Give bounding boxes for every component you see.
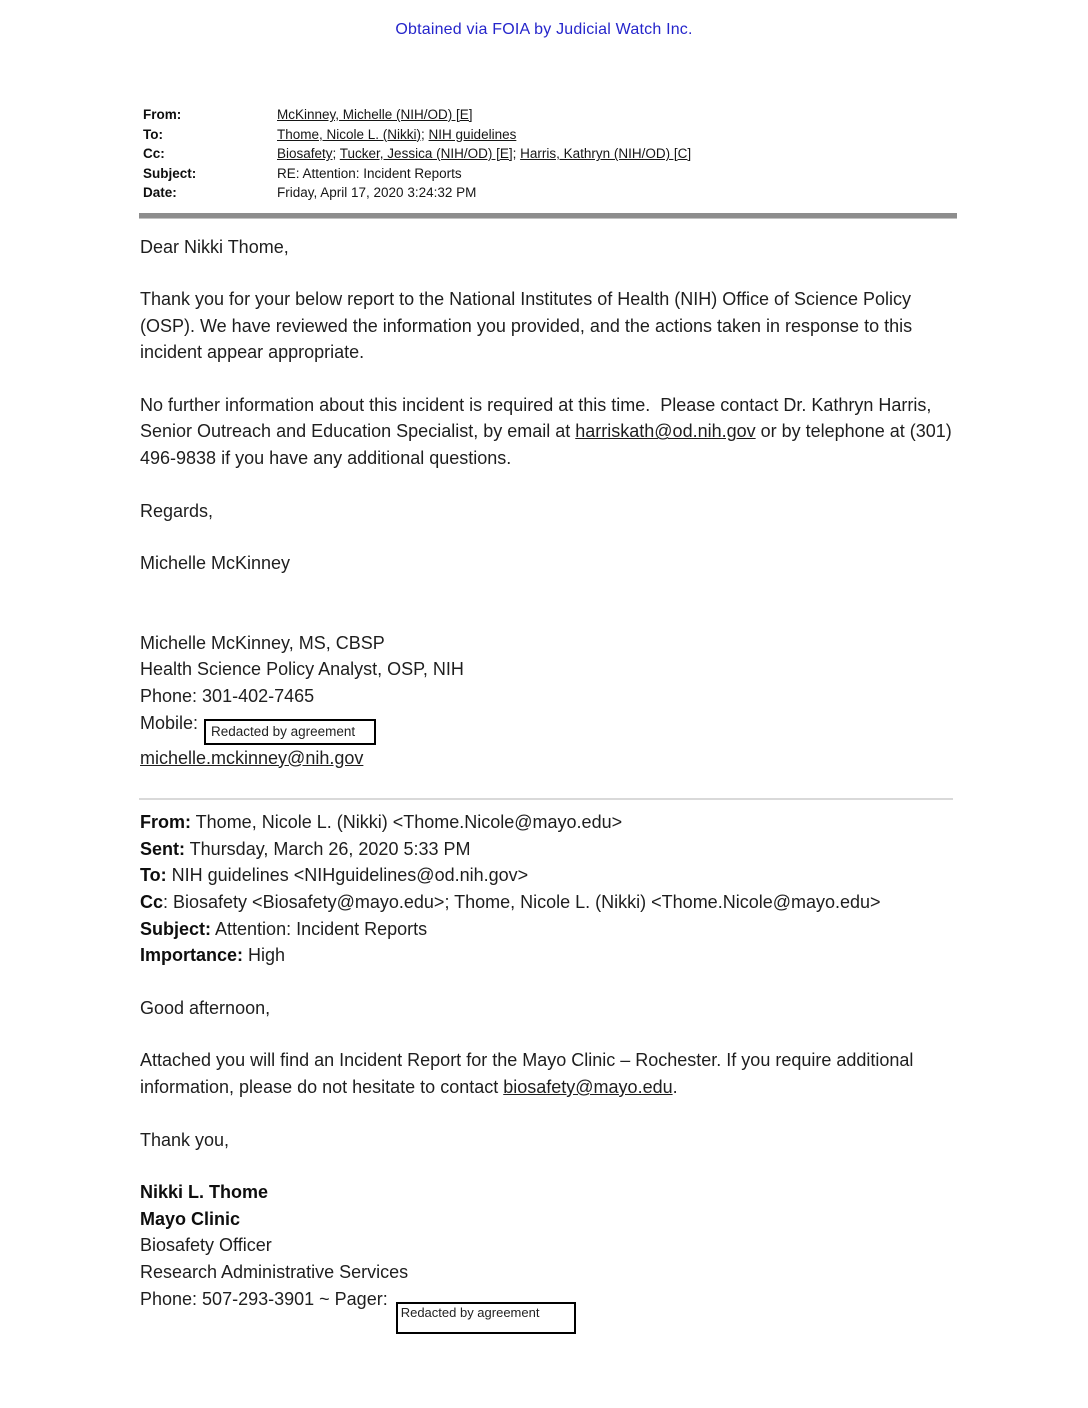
mobile-label: Mobile:	[140, 712, 199, 733]
header-row-from	[143, 105, 973, 125]
date-value: Friday, April 17, 2020 3:24:32 PM	[277, 185, 477, 200]
from-label: From:	[143, 107, 182, 122]
cc-recipient-link-2[interactable]: Tucker, Jessica (NIH/OD) [E]	[339, 146, 513, 161]
redaction-text: Redacted by agreement	[211, 723, 356, 739]
quoted-subject-value: Attention: Incident Reports	[211, 918, 428, 939]
quoted-signature	[140, 1179, 954, 1333]
quoted-signature-phone-line	[140, 1286, 954, 1334]
paragraph-contact-text: No further information about this incident is required at this time. Please contact Dr. Kathryn Harris, Senior Outreach and Education Specialist, by email at	[140, 394, 937, 442]
quoted-to-value: NIH guidelines <NIHguidelines@od.nih.gov>	[166, 865, 529, 886]
from-value	[277, 105, 473, 125]
reply-email-body	[140, 234, 957, 772]
quoted-subject-label: Subject:	[140, 918, 212, 939]
subject-label: Subject:	[143, 165, 197, 181]
quoted-row-subject	[140, 916, 954, 943]
quoted-message-divider	[139, 798, 953, 800]
signature-email-line	[140, 745, 954, 772]
quoted-paragraph	[140, 1047, 954, 1100]
closing: Regards,	[140, 500, 214, 521]
paragraph-contact-text-after: or by telephone at (301) 496-9838 if you have any additional questions.	[140, 421, 957, 469]
quoted-from-label: From:	[140, 812, 191, 833]
quoted-email-body	[140, 995, 954, 1334]
quoted-row-from	[140, 809, 954, 836]
signature-role: Health Science Policy Analyst, OSP, NIH	[140, 659, 464, 680]
quoted-row-sent	[140, 836, 954, 863]
header-row-cc	[143, 144, 973, 164]
date-label: Date:	[143, 185, 177, 200]
quoted-cc-label: Cc	[140, 892, 164, 912]
quoted-importance-value: High	[243, 945, 286, 966]
email-header	[143, 105, 973, 203]
paragraph-contact	[140, 392, 957, 472]
michelle-email-link[interactable]: michelle.mckinney@nih.gov	[140, 747, 364, 768]
to-value	[277, 125, 516, 145]
header-row-to	[143, 125, 973, 145]
quoted-from-value: Thome, Nicole L. (Nikki) <Thome.Nicole@mayo.edu>	[191, 812, 623, 833]
foia-banner: Obtained via FOIA by Judicial Watch Inc.	[395, 21, 693, 38]
pager-redaction-box	[396, 1302, 576, 1334]
from-sender-link[interactable]: McKinney, Michelle (NIH/OD) [E]	[277, 107, 473, 122]
greeting: Dear Nikki Thome,	[140, 236, 289, 257]
quoted-signature-name: Nikki L. Thome	[140, 1182, 269, 1203]
recipient-separator: ;	[332, 146, 340, 161]
sender-name: Michelle McKinney	[140, 553, 291, 574]
cc-recipient-link-1[interactable]: Biosafety	[277, 146, 333, 161]
quoted-signature-org: Mayo Clinic	[140, 1208, 241, 1229]
biosafety-email-link[interactable]: biosafety@mayo.edu	[503, 1076, 673, 1097]
quoted-row-to	[140, 862, 954, 889]
quoted-signature-title: Biosafety Officer	[140, 1235, 272, 1256]
quoted-paragraph-text: Attached you will find an Incident Report for the Mayo Clinic – Rochester. If you require additional information, please do not hesitate to contact	[140, 1050, 919, 1097]
quoted-email-header	[140, 809, 954, 969]
quoted-greeting: Good afternoon,	[140, 997, 271, 1018]
quoted-sent-label: Sent:	[140, 838, 185, 859]
to-label: To:	[143, 126, 163, 142]
recipient-separator: ;	[512, 146, 521, 161]
redaction-text: Redacted by agreement	[400, 1304, 540, 1320]
cc-value	[277, 144, 691, 164]
signature-mobile-line	[140, 710, 954, 745]
cc-label: Cc:	[143, 146, 165, 161]
quoted-row-importance	[140, 942, 954, 969]
quoted-paragraph-text-after: .	[672, 1076, 678, 1097]
header-row-subject	[143, 164, 973, 184]
header-row-date	[143, 183, 973, 203]
mobile-redaction-box	[204, 719, 376, 745]
to-recipient-link-2[interactable]: NIH guidelines	[428, 126, 517, 142]
signature-name-title: Michelle McKinney, MS, CBSP	[140, 632, 385, 653]
recipient-separator: ;	[421, 126, 429, 142]
paragraph-review: Thank you for your below report to the National Institutes of Health (NIH) Office of Science Policy (OSP). We have reviewed the information you provided, and the actions taken in response to this incident appear appropriate.	[140, 289, 918, 363]
to-recipient-link-1[interactable]: Thome, Nicole L. (Nikki)	[277, 126, 422, 142]
reply-signature	[140, 630, 954, 771]
phone-pager-text: Phone: 507-293-3901 ~ Pager:	[140, 1288, 388, 1309]
quoted-importance-label: Importance:	[140, 945, 244, 966]
header-divider	[139, 213, 957, 219]
quoted-closing: Thank you,	[140, 1129, 230, 1150]
quoted-signature-dept: Research Administrative Services	[140, 1261, 409, 1282]
quoted-to-label: To:	[140, 865, 167, 886]
quoted-row-cc	[140, 889, 954, 916]
signature-phone: Phone: 301-402-7465	[140, 686, 315, 707]
quoted-cc-value: : Biosafety <Biosafety@mayo.edu>; Thome, Nicole L. (Nikki) <Thome.Nicole@mayo.edu>	[163, 892, 881, 912]
harriskath-email-link[interactable]: harriskath@od.nih.gov	[575, 421, 756, 442]
subject-value: RE: Attention: Incident Reports	[277, 165, 462, 181]
quoted-sent-value: Thursday, March 26, 2020 5:33 PM	[185, 838, 471, 859]
cc-recipient-link-3[interactable]: Harris, Kathryn (NIH/OD) [C]	[520, 146, 692, 161]
